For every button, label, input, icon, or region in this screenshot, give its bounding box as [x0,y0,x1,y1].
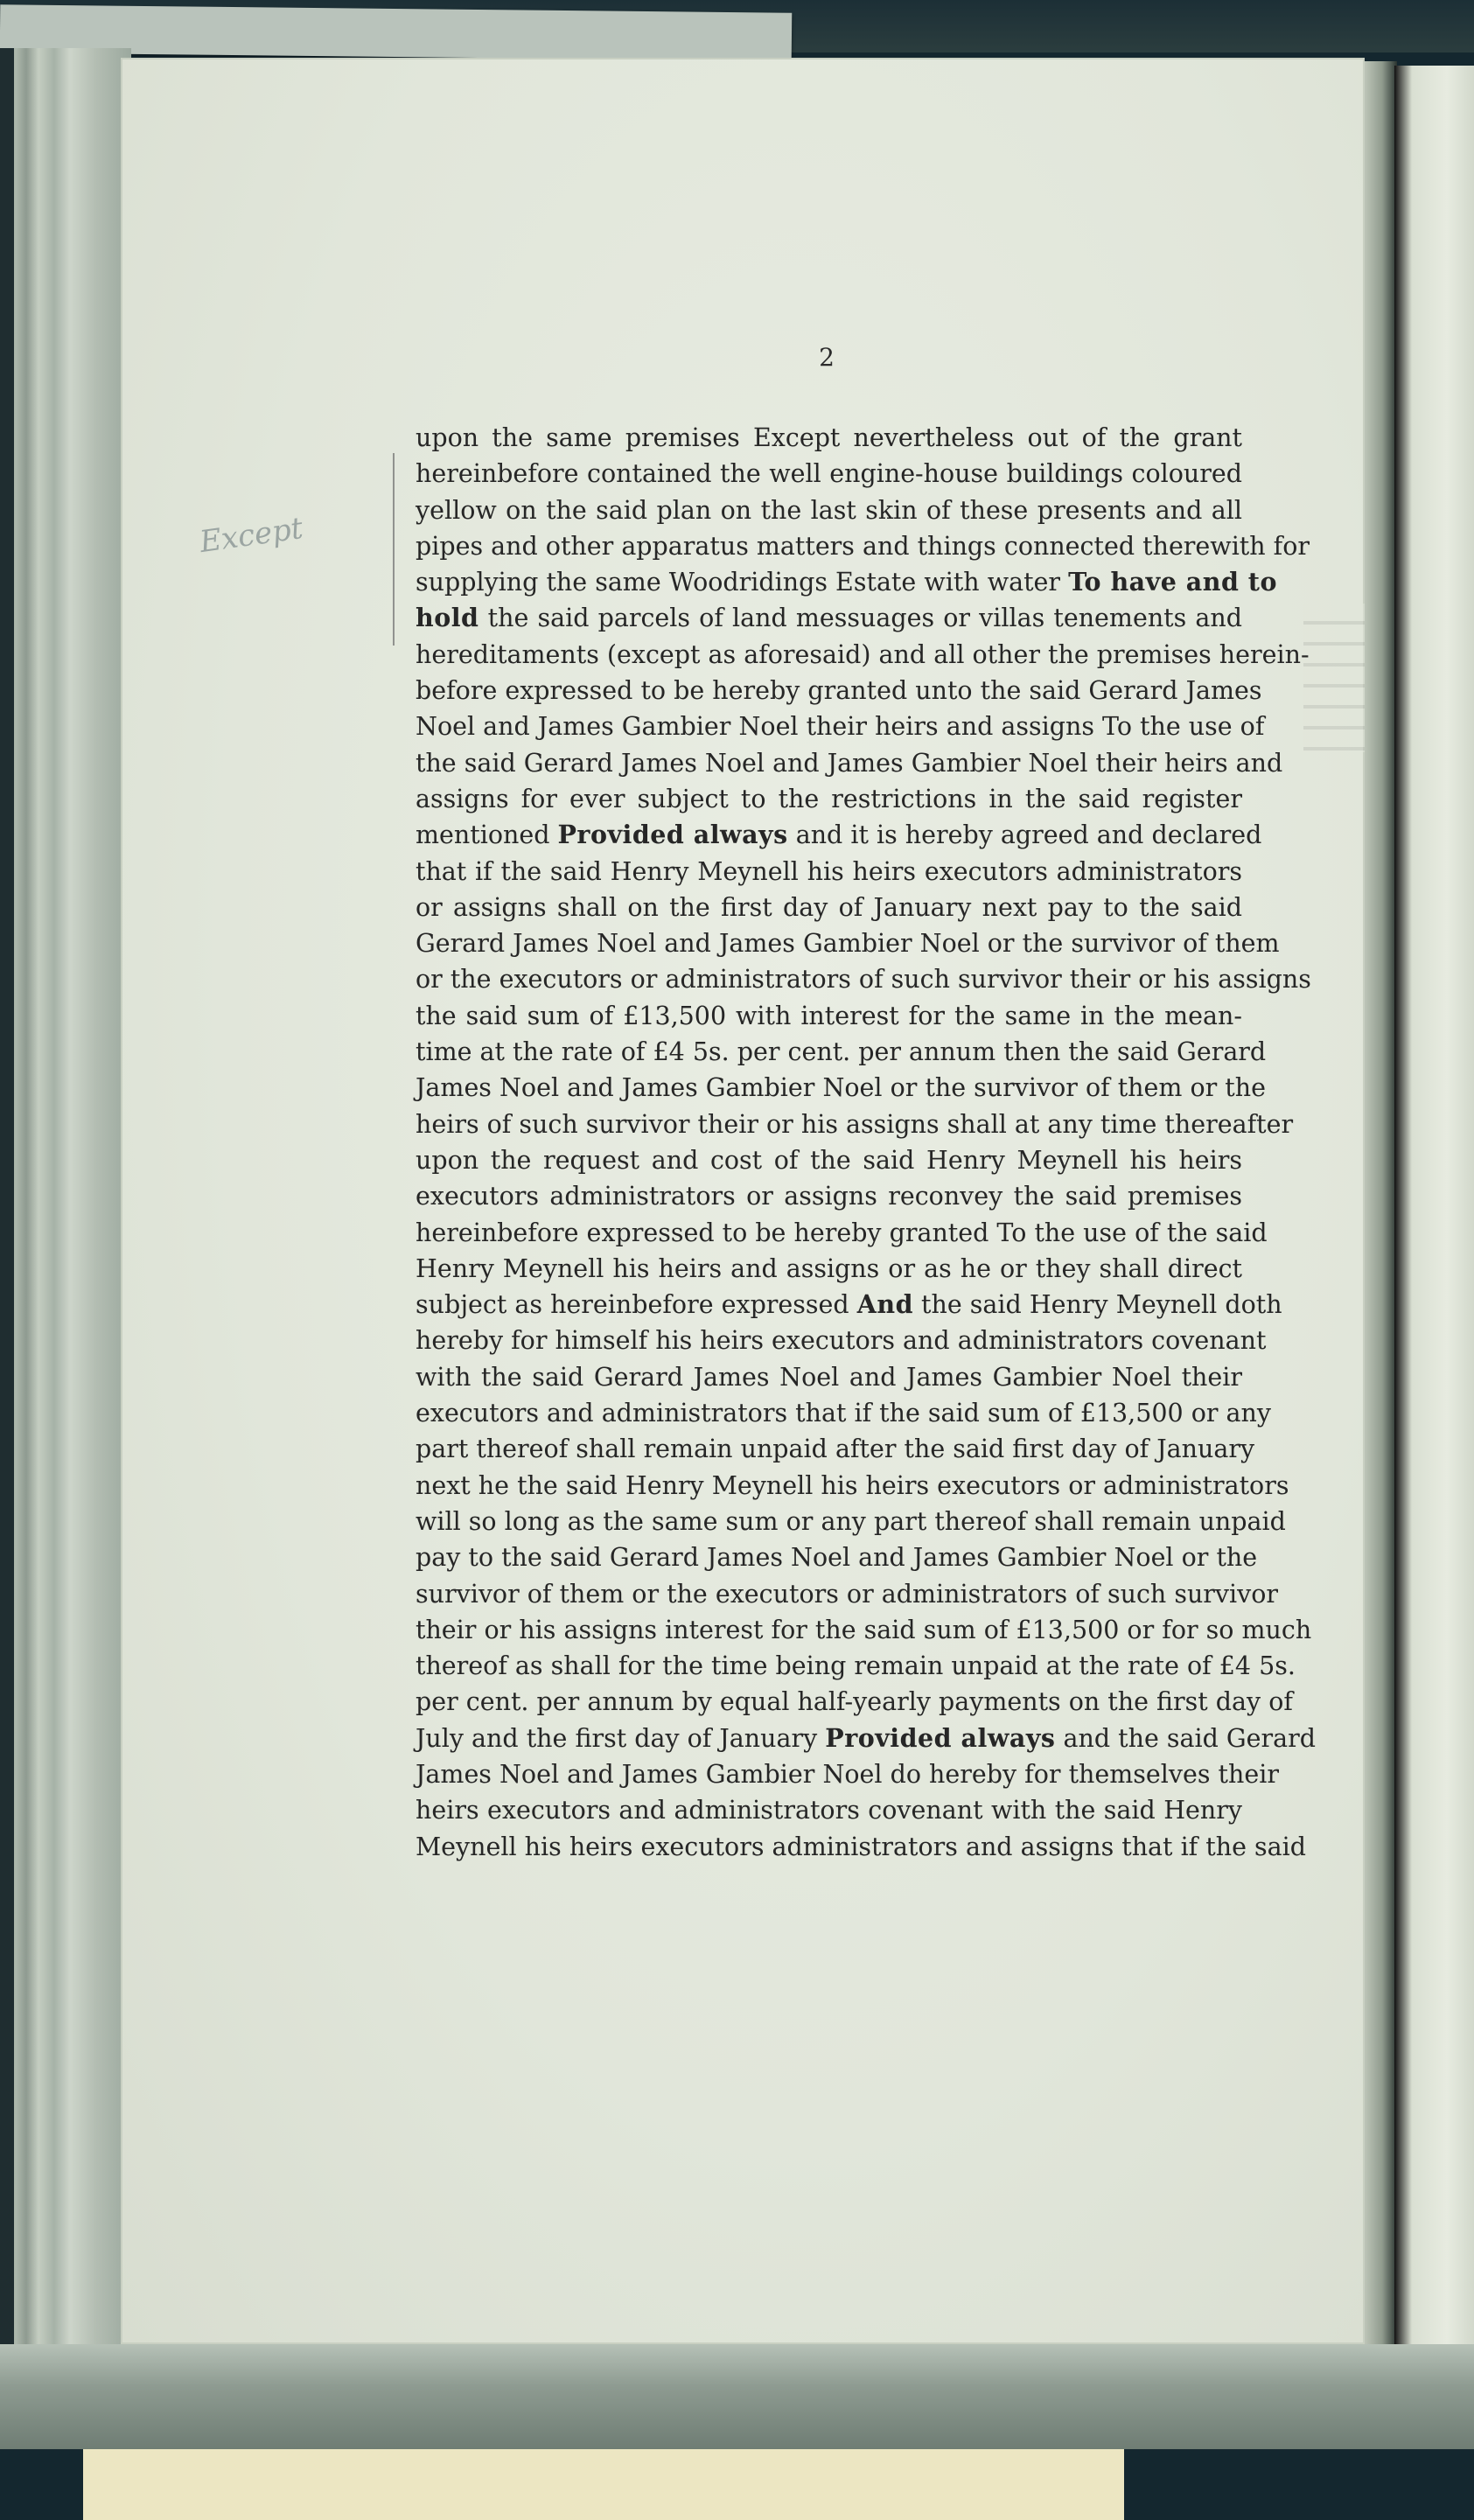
text-segment: upon the same premises Except nevertheless out of the grant [416,423,1242,452]
text-line [416,998,1242,1034]
text-line [416,1178,1242,1214]
text-segment: per cent. per annum by equal half-yearly payments on the first day of [416,1687,1293,1717]
text-segment: upon the request and cost of the said Henry Meynell his heirs [416,1145,1242,1175]
text-line [416,1756,1279,1792]
text-line [416,456,1242,492]
blackletter-phrase: To have and to [1068,567,1277,597]
text-segment: pay to the said Gerard James Noel and James Gambier Noel or the [416,1543,1258,1573]
text-segment: survivor of them or the executors or administrators of such survivor [416,1579,1279,1609]
right-facing-page [1394,66,1474,2357]
bottom-paper-slip [83,2449,1124,2520]
text-segment: before expressed to be hereby granted unto the said Gerard James [416,676,1262,706]
text-line [416,1431,1255,1467]
text-segment: executors administrators or assigns reconvey the said premises [416,1182,1242,1211]
text-line [416,1684,1293,1720]
text-line [416,1504,1286,1539]
text-line [416,709,1265,744]
text-segment: or assigns shall on the first day of January next pay to the said [416,892,1242,922]
text-line [416,600,1242,636]
text-line [416,1070,1266,1106]
text-segment: hereinbefore contained the well engine-house buildings coloured [416,459,1242,489]
page-gutter-shadow [1360,61,1397,2405]
text-line [416,890,1242,925]
text-segment: heirs of such survivor their or his assigns shall at any time thereafter [416,1109,1294,1139]
text-segment: executors and administrators that if the said sum of £13,500 or any [416,1399,1271,1428]
text-line [416,1251,1242,1287]
text-line [416,1323,1267,1358]
text-line [416,1792,1242,1828]
text-line [416,1829,1306,1865]
text-segment: time at the rate of £4 5s. per cent. per annum then the said Gerard [416,1037,1267,1067]
show-through-marks [1303,604,1365,752]
page-number: 2 [819,343,835,372]
text-line [416,745,1283,781]
text-line [416,925,1280,961]
text-segment: James Noel and James Gambier Noel or the survivor of them or the [416,1073,1266,1103]
text-line [416,420,1242,456]
text-segment: hereinbefore expressed to be hereby granted To the use of the said [416,1218,1268,1247]
text-segment: James Noel and James Gambier Noel do hereby for themselves their [416,1759,1279,1789]
text-segment: assigns for ever subject to the restrictions in the said register [416,784,1242,813]
text-segment: Meynell his heirs executors administrators and assigns that if the said [416,1832,1306,1861]
text-segment: mentioned [416,820,558,850]
text-line [416,564,1277,600]
text-line [416,637,1310,673]
text-line [416,1648,1296,1684]
text-line [416,854,1242,890]
text-segment: their or his assigns interest for the said sum of £13,500 or for so much [416,1615,1312,1644]
text-segment: Gerard James Noel and James Gambier Noel or the survivor of them [416,929,1280,959]
text-line [416,1612,1312,1648]
left-page-stack [0,48,131,2410]
text-line [416,492,1242,528]
bottom-page-stack [0,2344,1474,2449]
blackletter-phrase: hold [416,603,479,633]
left-binding-edge [0,48,14,2410]
text-segment: yellow on the said plan on the last skin of these presents and all [416,495,1242,525]
text-line [416,1215,1268,1251]
text-segment: will so long as the same sum or any part thereof shall remain unpaid [416,1506,1286,1536]
text-line [416,1721,1317,1756]
text-segment: Noel and James Gambier Noel their heirs and assigns To the use of [416,712,1265,742]
text-line [416,1106,1294,1142]
text-segment: the said Henry Meynell doth [913,1290,1282,1320]
text-segment: with the said Gerard James Noel and James Gambier Noel their [416,1362,1242,1392]
text-segment: thereof as shall for the time being remain unpaid at the rate of £4 5s. [416,1651,1296,1681]
text-segment: subject as hereinbefore expressed [416,1290,857,1320]
margin-handwritten-note: Except [197,510,305,561]
text-segment: pipes and other apparatus matters and things connected therewith for [416,531,1310,561]
text-segment: the said Gerard James Noel and James Gambier Noel their heirs and [416,748,1283,778]
text-segment: hereditaments (except as aforesaid) and all other the premises herein- [416,639,1310,669]
text-line [416,1142,1242,1178]
text-segment: July and the first day of January [416,1723,826,1753]
blackletter-phrase: And [856,1289,913,1320]
blackletter-phrase: Provided always [825,1722,1056,1753]
text-line [416,1359,1242,1395]
text-line [416,528,1310,564]
text-line [416,1539,1258,1575]
text-segment: or the executors or administrators of such survivor their or his assigns [416,965,1311,995]
text-line [416,1395,1271,1431]
deed-text-block [416,420,1317,1865]
text-segment: heirs executors and administrators covenant with the said Henry [416,1796,1242,1825]
text-segment: and it is hereby agreed and declared [787,820,1262,850]
margin-pencil-line [393,453,395,646]
text-line [416,1287,1282,1323]
text-line [416,1576,1279,1612]
text-segment: next he the said Henry Meynell his heirs executors or administrators [416,1470,1289,1500]
text-segment: the said sum of £13,500 with interest for the same in the mean- [416,1001,1242,1030]
blackletter-phrase: Provided always [557,820,788,850]
text-line [416,673,1262,709]
text-line [416,1468,1289,1504]
text-segment: part thereof shall remain unpaid after the said first day of January [416,1435,1255,1464]
text-segment: the said parcels of land messuages or villas tenements and [479,604,1242,633]
text-segment: hereby for himself his heirs executors and administrators covenant [416,1326,1267,1356]
text-line [416,781,1242,817]
text-line [416,961,1311,997]
text-segment: that if the said Henry Meynell his heirs executors administrators [416,856,1242,886]
text-line [416,817,1262,853]
text-segment: supplying the same Woodridings Estate with water [416,568,1069,597]
text-line [416,1034,1267,1070]
text-segment: and the said Gerard [1055,1723,1317,1753]
text-segment: Henry Meynell his heirs and assigns or as he or they shall direct [416,1253,1242,1283]
